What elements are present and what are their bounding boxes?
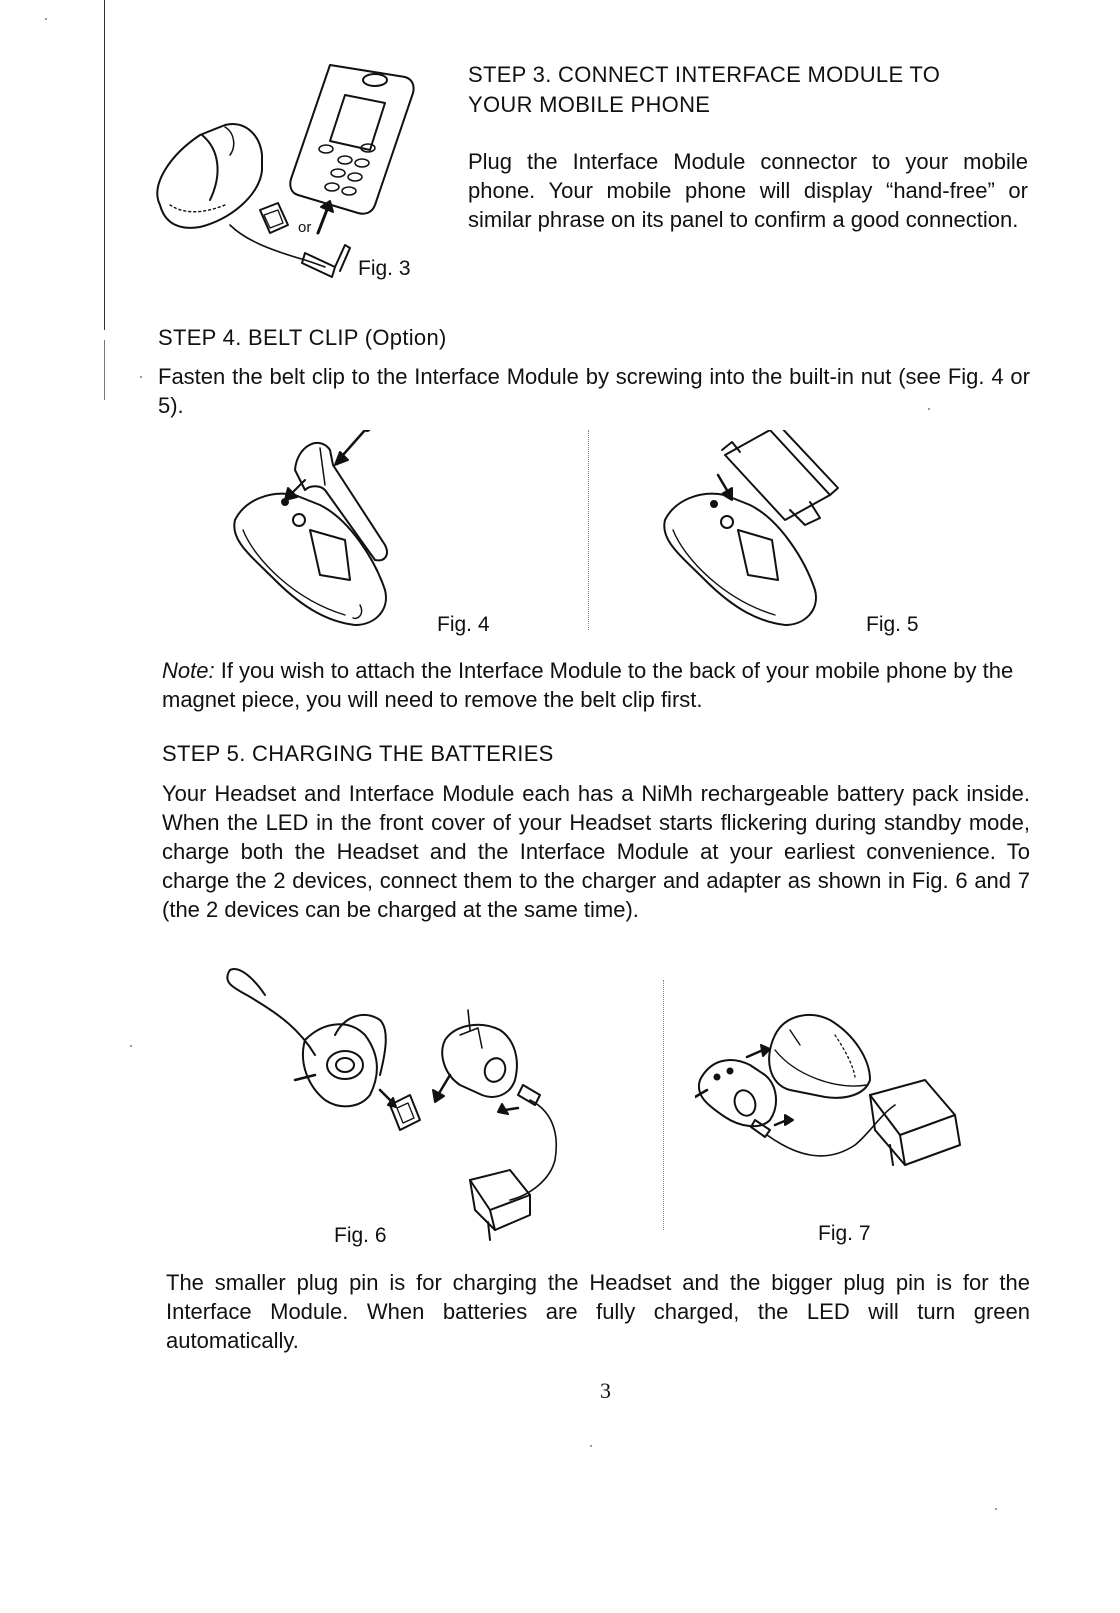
- step-4-note: [162, 656, 1030, 714]
- fig-6-illustration: [220, 960, 610, 1250]
- fig-5-illustration: [660, 430, 860, 635]
- charging-closing-text: The smaller plug pin is for charging the Headset and the bigger plug pin is for the Interface Module. When batteries are fully charged, the LED will turn green automatically.: [166, 1270, 1030, 1353]
- scan-speck: [45, 18, 47, 20]
- step-4-heading: STEP 4. BELT CLIP (Option): [158, 325, 447, 350]
- note-body: If you wish to attach the Interface Module to the back of your mobile phone by the magnet piece, you will need to remove the belt clip first.: [162, 658, 1014, 712]
- scan-speck: [928, 408, 930, 410]
- step-3-heading-line-1: STEP 3. CONNECT INTERFACE MODULE TO: [468, 62, 941, 87]
- fig-4-illustration: [225, 430, 440, 635]
- figure-divider-dotted: [663, 980, 664, 1230]
- step-3-heading-line-2: YOUR MOBILE PHONE: [468, 92, 711, 117]
- step-5-heading: STEP 5. CHARGING THE BATTERIES: [162, 741, 554, 766]
- fig-or-label: or: [298, 219, 312, 236]
- note-lead: Note:: [162, 658, 215, 683]
- step-5-body: Your Headset and Interface Module each has a NiMh rechargeable battery pack inside. When the LED in the front cover of your Headset starts flickering during standby mode, charge both the Headset and the Interface Module at your earliest convenience. To charge the 2 devices, connect them to the charger and adapter as shown in Fig. 6 and 7 (the 2 devices can be charged at the same time).: [162, 781, 1030, 922]
- scan-speck: [140, 376, 142, 378]
- page-number: 3: [600, 1378, 611, 1403]
- step-4-body: Fasten the belt clip to the Interface Module by screwing into the built-in nut (see Fig. 4 or 5).: [158, 364, 1030, 418]
- binding-edge-line: [104, 340, 105, 400]
- scan-speck: [590, 1445, 592, 1447]
- binding-edge-line: [104, 0, 105, 330]
- fig-7-illustration: [695, 1005, 995, 1200]
- fig-5-label: Fig. 5: [866, 613, 919, 636]
- fig-6-label: Fig. 6: [334, 1224, 387, 1247]
- fig-3-label: Fig. 3: [358, 257, 411, 280]
- figure-divider-dotted: [588, 430, 589, 630]
- scan-speck: [995, 1508, 997, 1510]
- fig-3-illustration: [150, 55, 440, 290]
- step-3-body: Plug the Interface Module connector to your mobile phone. Your mobile phone will display “hand-free” or similar phrase on its panel to confirm a good connection.: [468, 149, 1028, 232]
- fig-7-label: Fig. 7: [818, 1222, 871, 1245]
- fig-4-label: Fig. 4: [437, 613, 490, 636]
- scan-speck: [130, 1045, 132, 1047]
